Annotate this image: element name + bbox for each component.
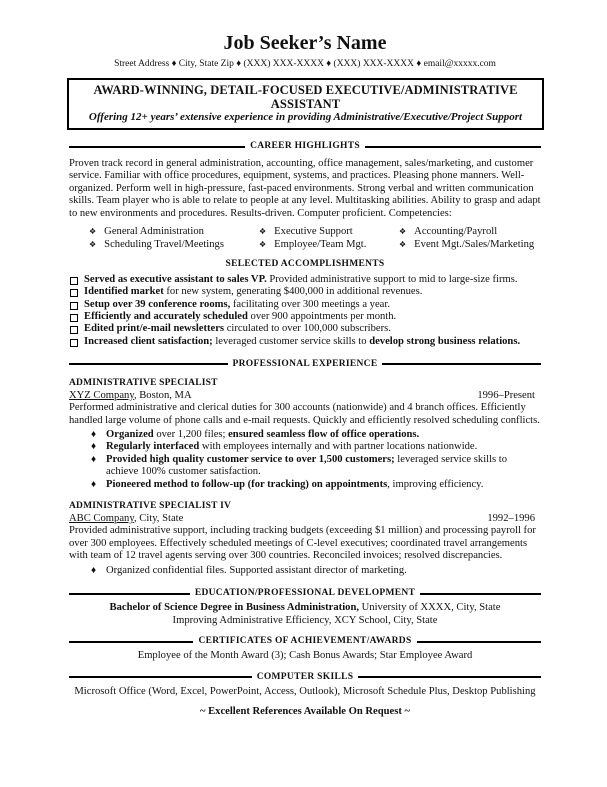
- item-text: Organized confidential files. Supported assistant director of marketing.: [106, 564, 407, 576]
- applicant-name: Job Seeker’s Name: [223, 32, 387, 54]
- job-bullets: [91, 565, 541, 577]
- list-item: [91, 441, 541, 453]
- item-text: for new system, generating $400,000 in additional revenues.: [163, 286, 423, 298]
- item-bold: Increased client satisfaction;: [84, 335, 213, 347]
- references-note: ~ Excellent References Available On Request ~: [199, 706, 411, 718]
- item-text: facilitating over 300 meetings a year.: [230, 298, 390, 310]
- item-bold: Pioneered method to follow-up (for tracking) on appointments: [106, 478, 388, 490]
- item-bold: Edited print/e-mail newsletters: [84, 323, 225, 335]
- section-rule: [69, 593, 190, 595]
- section-rule: [358, 676, 541, 678]
- list-item: [69, 299, 541, 311]
- competency-grid: [89, 225, 541, 251]
- section-career-highlights: [69, 140, 541, 153]
- item-text: leveraged service skills to achieve 100% customer satisfaction.: [106, 453, 508, 478]
- item-bold: Efficiently and accurately scheduled: [84, 310, 248, 322]
- job-employer-row: [69, 390, 541, 402]
- company-location: , City, State: [133, 513, 184, 525]
- company-name: XYZ Company: [69, 389, 134, 401]
- item-bold: Regularly interfaced: [106, 441, 200, 453]
- item-text: with employees internally and with partner locations nationwide.: [199, 441, 478, 453]
- company-name: ABC Company: [69, 513, 134, 525]
- item-bold: Setup over 39 conference rooms,: [84, 298, 231, 310]
- list-item: [69, 311, 541, 323]
- item-bold: Provided high quality customer service to over 1,500 customers;: [106, 453, 395, 465]
- list-item: [91, 454, 541, 479]
- item-bold: Identified market: [84, 286, 164, 298]
- competency-item: ❖ Employee/Team Mgt.: [259, 238, 399, 251]
- headline-box: [67, 78, 544, 130]
- section-heading: CERTIFICATES OF ACHIEVEMENT/AWARDS: [198, 636, 412, 647]
- section-rule: [420, 593, 541, 595]
- job-title: ADMINISTRATIVE SPECIALIST: [69, 377, 218, 388]
- competency-item: ❖ General Administration: [89, 225, 259, 238]
- item-text: over 900 appointments per month.: [247, 310, 397, 322]
- section-rule: [69, 641, 193, 643]
- section-certificates: [69, 635, 541, 648]
- item-text: leveraged customer service skills to: [212, 335, 370, 347]
- list-item: [69, 336, 541, 348]
- section-rule: [69, 146, 245, 148]
- job-dates: 1996–Present: [477, 389, 535, 401]
- section-heading: COMPUTER SKILLS: [256, 671, 354, 682]
- accomplishments-heading: SELECTED ACCOMPLISHMENTS: [225, 259, 385, 270]
- section-education: [69, 587, 541, 600]
- job-employer: [69, 390, 192, 402]
- list-item: [91, 429, 541, 441]
- item-bold: Served as executive assistant to sales VP.: [84, 274, 267, 286]
- education-degree: [69, 602, 541, 615]
- job-employer: [69, 513, 183, 525]
- list-item: [69, 286, 541, 298]
- job-summary: Provided administrative support, including tracking budgets (exceeding $1 million) and processing payroll for over 300 employees. Effectively scheduled meetings of C-level executives; coordinated travel arrangements with team of 12 travel agents serving over 300 countries. Reconciled invoices; resolved discrepancies.: [69, 525, 536, 562]
- section-heading: EDUCATION/PROFESSIONAL DEVELOPMENT: [194, 588, 416, 599]
- section-rule: [69, 363, 228, 365]
- item-text: , improving efficiency.: [387, 478, 484, 490]
- accomplishments-list: [69, 274, 541, 348]
- headline-title: AWARD-WINNING, DETAIL-FOCUSED EXECUTIVE/ADMINISTRATIVE ASSISTANT: [93, 83, 518, 111]
- contact-line: Street Address ♦ City, State Zip ♦ (XXX) XXX-XXXX ♦ (XXX) XXX-XXXX ♦ email@xxxxx.com: [114, 59, 496, 69]
- competency-item: ❖ Executive Support: [259, 225, 399, 238]
- item-bold: develop strong business relations.: [369, 335, 521, 347]
- job-summary: Performed administrative and clerical duties for 300 accounts (nationwide) and 4 branch offices. Efficiently handled large volume of phone calls and e-mail requests. Quickly and efficiently resolved scheduling conflicts.: [69, 402, 540, 426]
- competency-item: ❖ Event Mgt./Sales/Marketing: [399, 238, 539, 251]
- list-item: [91, 565, 541, 577]
- section-rule: [69, 676, 252, 678]
- education-course: Improving Administrative Efficiency, XCY School, City, State: [172, 614, 438, 626]
- item-text: circulated to over 100,000 subscribers.: [224, 323, 391, 335]
- section-rule: [365, 146, 541, 148]
- list-item: [69, 274, 541, 286]
- section-professional-experience: [69, 358, 541, 371]
- item-text: over 1,200 files;: [153, 429, 229, 441]
- job-employer-row: [69, 513, 541, 525]
- highlights-summary: Proven track record in general administration, accounting, office management, sales/marketing, and customer service. Familiar with office procedures, equipment, systems, and practices. Pleasing phone manners. Well-organized. Perform well in high-pressure, fast-paced environments. Strong verbal and written communication skills. Team player who is able to relate to people at any level. Multitasking abilities. Ability to grasp and adapt to new environments and procedures. Results-driven. Computer proficient. Competencies:: [69, 158, 541, 219]
- headline-subtitle: Offering 12+ years’ extensive experience in providing Administrative/Executive/Project Support: [88, 111, 523, 123]
- item-text: Provided administrative support to mid to large-size firms.: [266, 274, 518, 286]
- degree-name: Bachelor of Science Degree in Business Administration,: [109, 602, 359, 614]
- item-bold: ensured seamless flow of office operations.: [228, 429, 420, 441]
- section-heading: PROFESSIONAL EXPERIENCE: [232, 358, 378, 369]
- competency-item: ❖ Accounting/Payroll: [399, 225, 539, 238]
- section-rule: [382, 363, 541, 365]
- section-heading: CAREER HIGHLIGHTS: [250, 141, 360, 151]
- list-item: [91, 479, 541, 491]
- list-item: [69, 323, 541, 335]
- section-computer-skills: [69, 671, 541, 684]
- job-title: ADMINISTRATIVE SPECIALIST IV: [69, 501, 232, 512]
- degree-school: University of XXXX, City, State: [359, 602, 501, 614]
- company-location: , Boston, MA: [133, 389, 192, 401]
- job-bullets: [91, 429, 541, 491]
- job-dates: 1992–1996: [487, 513, 535, 525]
- section-rule: [417, 641, 541, 643]
- competency-item: ❖ Scheduling Travel/Meetings: [89, 238, 259, 251]
- certificates-text: Employee of the Month Award (3); Cash Bonus Awards; Star Employee Award: [137, 650, 473, 662]
- item-bold: Organized: [106, 429, 154, 441]
- computer-skills-text: Microsoft Office (Word, Excel, PowerPoint, Access, Outlook), Microsoft Schedule Plus, Desktop Publishing: [74, 685, 536, 697]
